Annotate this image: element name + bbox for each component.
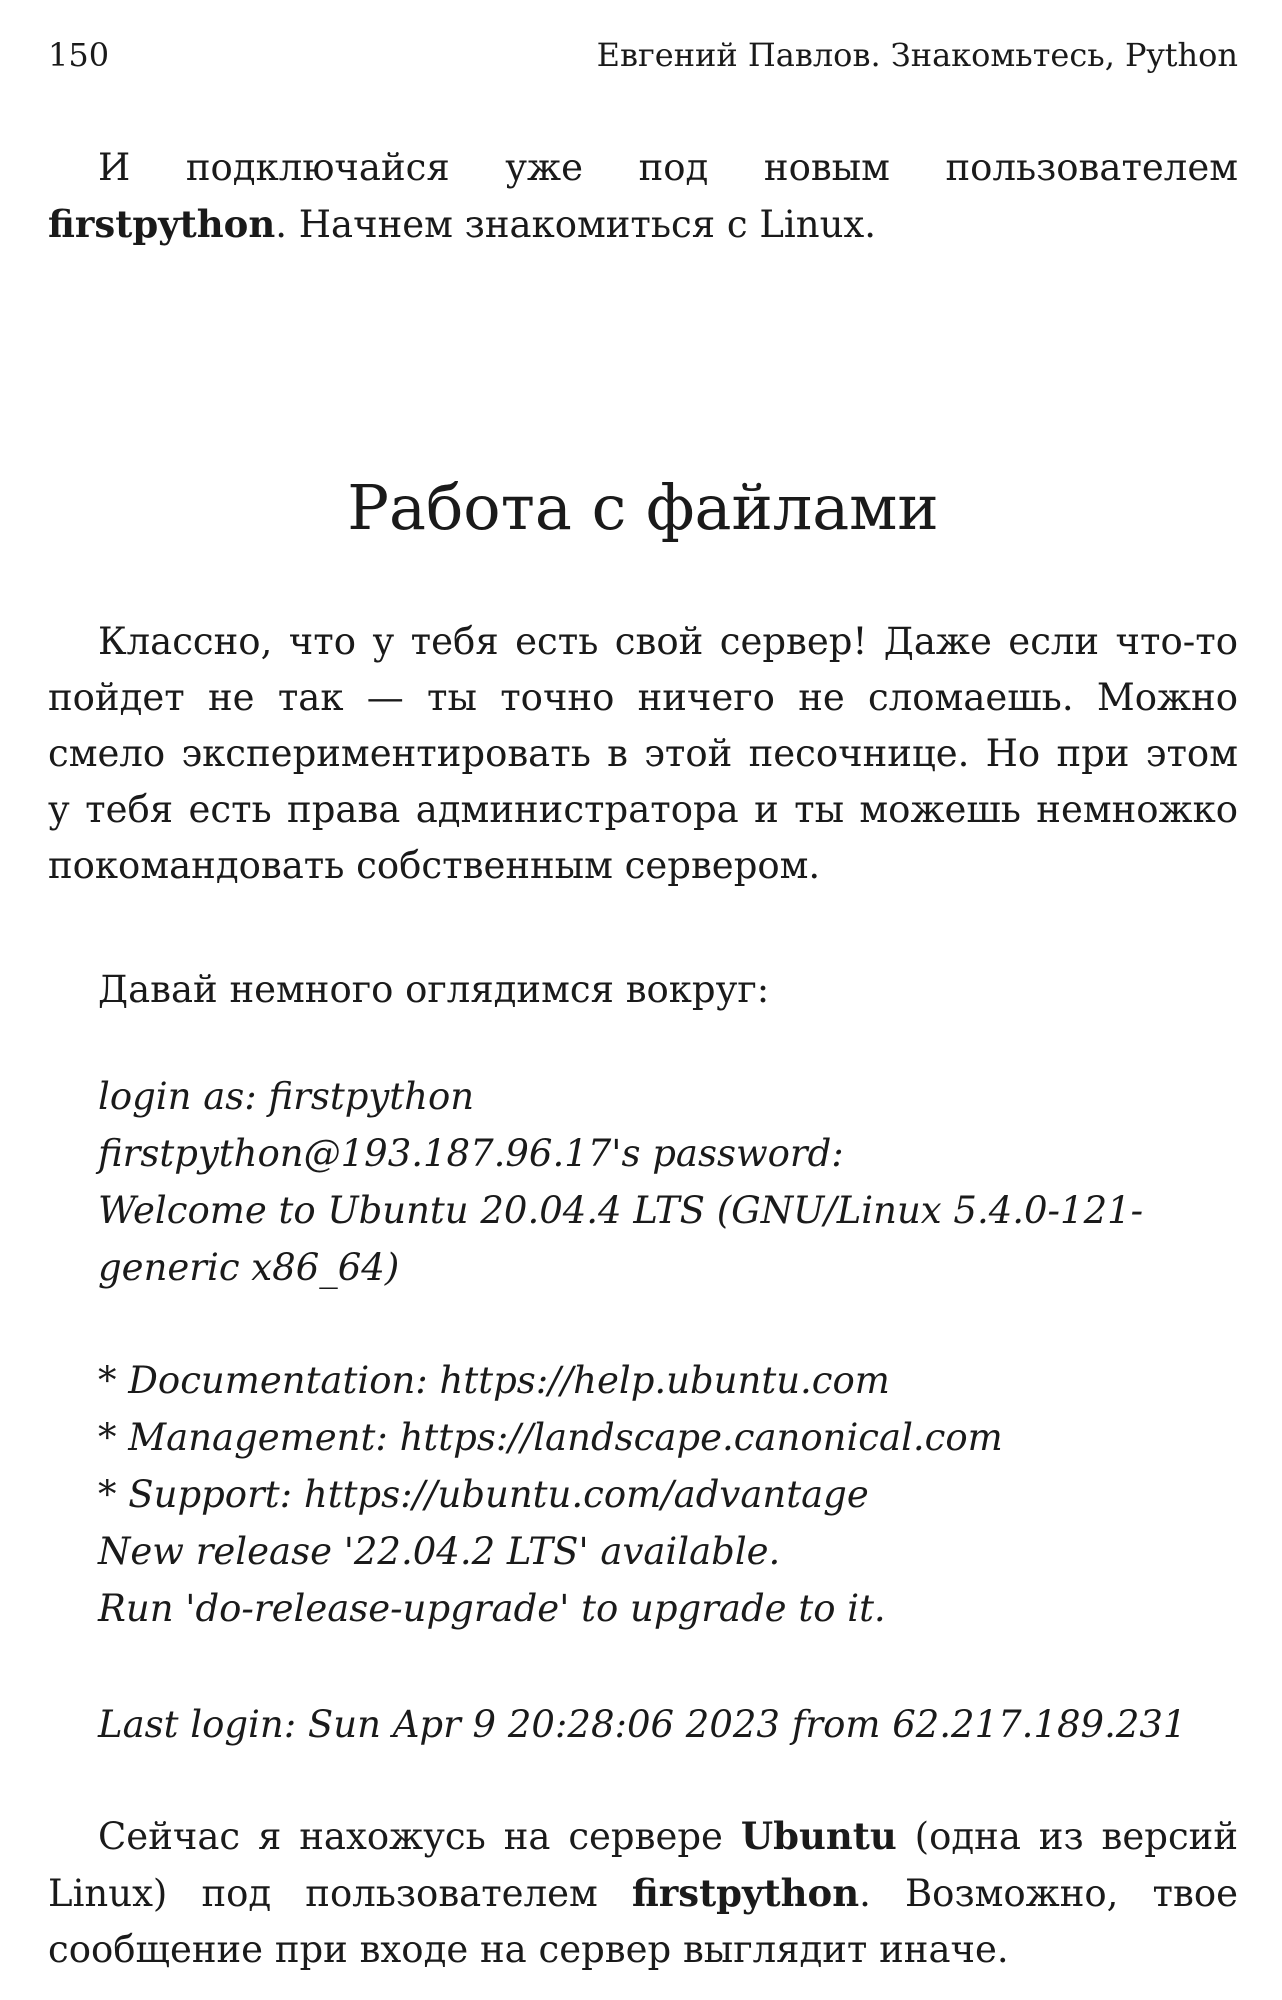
paragraph-block-1 [48, 614, 1238, 894]
intro-text-before: И подключайся уже под новым пользователем [98, 146, 1238, 189]
terminal-new-release-line: New release '22.04.2 LTS' available. [98, 1530, 781, 1573]
terminal-welcome-line: Welcome to Ubuntu 20.04.4 LTS (GNU/Linux 5.4.0-121-generic x86_64) [98, 1189, 1144, 1289]
closing-text-3: . Возможно, твое сообщение при входе на сервер выглядит иначе. [48, 1872, 1238, 1971]
closing-paragraph [48, 1808, 1238, 1978]
paragraph-server-intro: Классно, что у тебя есть свой сервер! Даже если что-то пойдет не так — ты точно ничего не сломаешь. Можно смело экспериментировать в этой песочнице. Но при этом у тебя есть права администратора и ты можешь немножко покомандовать собственным сервером. [48, 620, 1238, 887]
terminal-output-block-1 [98, 1068, 1238, 1296]
closing-os-name: Ubuntu [740, 1814, 897, 1858]
intro-text-after: . Начнем знакомиться с Linux. [275, 203, 877, 246]
page-number: 150 [48, 36, 110, 74]
section-title: Работа с файлами [347, 471, 939, 544]
terminal-output-block-3 [98, 1696, 1238, 1753]
closing-text-1: Сейчас я нахожусь на сервере [98, 1815, 741, 1858]
terminal-last-login-line: Last login: Sun Apr 9 20:28:06 2023 from 62.217.189.231 [98, 1703, 1187, 1746]
terminal-login-line: login as: firstpython [98, 1075, 475, 1118]
running-title: Евгений Павлов. Знакомьтесь, Python [596, 36, 1238, 74]
closing-paragraph-block [48, 1808, 1238, 1978]
closing-text-2: (одна из версий Linux) под пользователем [48, 1815, 1238, 1915]
terminal-upgrade-line: Run 'do-release-upgrade' to upgrade to it. [98, 1587, 886, 1630]
terminal-output-block-2 [98, 1352, 1238, 1637]
intro-paragraph-block [48, 140, 1238, 253]
paragraph-block-2 [48, 962, 1238, 1018]
terminal-documentation-line: * Documentation: https://help.ubuntu.com [98, 1359, 890, 1402]
terminal-password-line: firstpython@193.187.96.17's password: [98, 1132, 844, 1175]
terminal-support-line: * Support: https://ubuntu.com/advantage [98, 1473, 869, 1516]
closing-username: firstpython [631, 1871, 860, 1915]
terminal-management-line: * Management: https://landscape.canonical.com [98, 1416, 1003, 1459]
paragraph-look-around: Давай немного оглядимся вокруг: [98, 968, 770, 1011]
running-head [48, 30, 1238, 80]
intro-username: firstpython [48, 202, 276, 246]
intro-paragraph [48, 140, 1238, 253]
